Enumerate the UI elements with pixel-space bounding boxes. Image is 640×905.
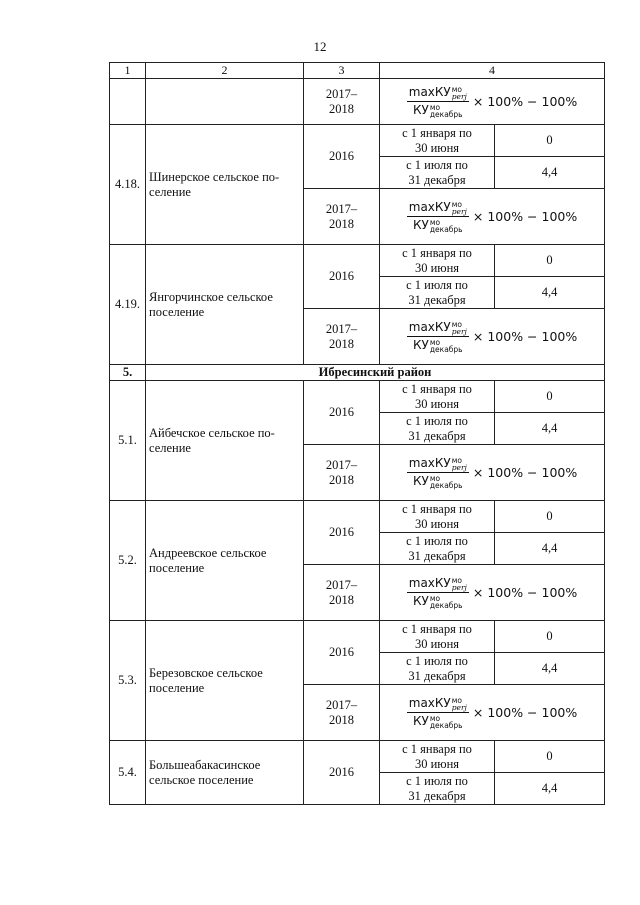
table-row [110,125,605,157]
row-number: 4.19. [110,245,146,365]
value: 0 [495,381,605,413]
value: 4,4 [495,653,605,685]
period: с 1 июля по 31 декабря [380,413,495,445]
settlement-name: Айбечское сельское по- селение [146,381,304,501]
period: с 1 января по 30 июня [380,621,495,653]
row-number: 5.2. [110,501,146,621]
percent-formula [380,576,604,609]
fraction [407,456,469,489]
tariff-table [109,62,605,805]
fraction-numerator: maxКУ мо perj [408,575,467,592]
year: 2016 [304,125,380,189]
formula-cell [380,685,605,741]
row-number: 5.1. [110,381,146,501]
value: 0 [495,741,605,773]
percent-formula [380,320,604,353]
period: с 1 июля по 31 декабря [380,653,495,685]
percent-formula [380,456,604,489]
period: с 1 января по 30 июня [380,381,495,413]
year-range: 2017– 2018 [304,565,380,621]
formula-tail: × 100% − 100% [472,705,578,720]
formula-tail: × 100% − 100% [472,209,578,224]
row-number: 5.3. [110,621,146,741]
settlement-name: Березовское сельское поселение [146,621,304,741]
period: с 1 июля по 31 декабря [380,533,495,565]
period: с 1 января по 30 июня [380,741,495,773]
row-number: 5.4. [110,741,146,805]
settlement-name [146,79,304,125]
year: 2016 [304,381,380,445]
fraction-numerator: maxКУ мо perj [408,84,467,101]
settlement-name: Янгорчинское сельское поселение [146,245,304,365]
table-row [110,79,605,125]
fraction [407,85,469,118]
value: 0 [495,245,605,277]
fraction-denominator: КУ мо декабрь [413,102,463,119]
section-number: 5. [110,365,146,381]
period: с 1 июля по 31 декабря [380,157,495,189]
fraction-denominator: КУ мо декабрь [413,713,463,730]
formula-cell [380,565,605,621]
fraction-numerator: maxКУ мо perj [408,199,467,216]
table-row [110,501,605,533]
value: 4,4 [495,773,605,805]
period: с 1 июля по 31 декабря [380,277,495,309]
section-title: Ибресинский район [146,365,605,381]
formula-cell [380,309,605,365]
year-range: 2017– 2018 [304,445,380,501]
year: 2016 [304,501,380,565]
year: 2016 [304,621,380,685]
period: с 1 июля по 31 декабря [380,773,495,805]
value: 4,4 [495,157,605,189]
fraction-numerator: maxКУ мо perj [408,695,467,712]
year: 2016 [304,245,380,309]
year: 2016 [304,741,380,805]
row-number: 4.18. [110,125,146,245]
percent-formula [380,696,604,729]
value: 0 [495,125,605,157]
row-number [110,79,146,125]
year-range: 2017– 2018 [304,685,380,741]
formula-tail: × 100% − 100% [472,94,578,109]
value: 4,4 [495,277,605,309]
period: с 1 января по 30 июня [380,125,495,157]
value: 4,4 [495,533,605,565]
table-row [110,381,605,413]
fraction-denominator: КУ мо декабрь [413,337,463,354]
period: с 1 января по 30 июня [380,245,495,277]
year-range: 2017– 2018 [304,79,380,125]
fraction [407,696,469,729]
fraction-denominator: КУ мо декабрь [413,217,463,234]
settlement-name: Большеабакасинское сельское поселение [146,741,304,805]
fraction [407,576,469,609]
fraction-denominator: КУ мо декабрь [413,473,463,490]
fraction-denominator: КУ мо декабрь [413,593,463,610]
formula-cell [380,189,605,245]
header-col-3: 3 [304,63,380,79]
formula-tail: × 100% − 100% [472,465,578,480]
fraction [407,320,469,353]
table-row [110,741,605,773]
settlement-name: Шинерское сельское по- селение [146,125,304,245]
percent-formula [380,200,604,233]
table-row [110,245,605,277]
value: 0 [495,501,605,533]
section-row [110,365,605,381]
header-col-2: 2 [146,63,304,79]
formula-tail: × 100% − 100% [472,329,578,344]
percent-formula [380,85,604,118]
fraction [407,200,469,233]
period: с 1 января по 30 июня [380,501,495,533]
formula-tail: × 100% − 100% [472,585,578,600]
table-row [110,621,605,653]
page-number: 12 [313,39,327,54]
formula-cell [380,79,605,125]
year-range: 2017– 2018 [304,309,380,365]
value: 4,4 [495,413,605,445]
settlement-name: Андреевское сельское поселение [146,501,304,621]
value: 0 [495,621,605,653]
formula-cell [380,445,605,501]
fraction-numerator: maxКУ мо perj [408,455,467,472]
year-range: 2017– 2018 [304,189,380,245]
fraction-numerator: maxКУ мо perj [408,319,467,336]
header-col-1: 1 [110,63,146,79]
header-row [110,63,605,79]
header-col-4: 4 [380,63,605,79]
